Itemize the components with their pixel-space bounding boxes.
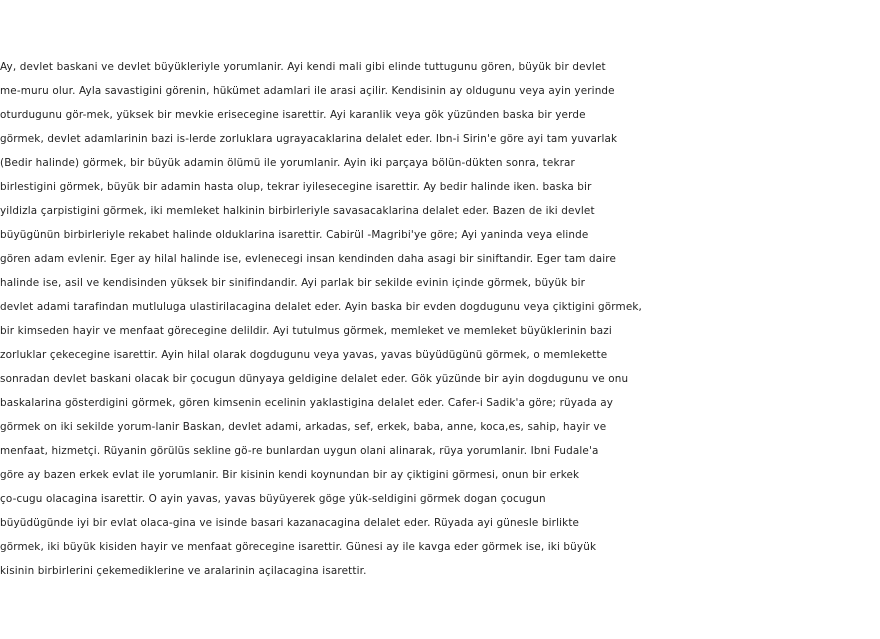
text-line: halinde ise, asil ve kendisinden yüksek bir sinifindandir. Ayi parlak bir sekilde evinin içinde görmek, büyük bir [0,277,586,289]
text-line: kisinin birbirlerini çekemediklerine ve aralarinin açilacagina isarettir. [0,565,367,577]
text-line: görmek, devlet adamlarinin bazi is-lerde zorluklara ugrayacaklarina delalet eder. Ibn-i Sirin'e göre ayi tam yuvarlak [0,133,618,145]
text-line: oturdugunu gör-mek, yüksek bir mevkie erisecegine isarettir. Ayi karanlik veya gök yüzünden baska bir yerde [0,109,586,121]
text-line: zorluklar çekecegine isarettir. Ayin hilal olarak dogdugunu veya yavas, yavas büyüdügünü görmek, o memlekette [0,349,608,361]
text-line: Ay, devlet baskani ve devlet büyükleriyle yorumlanir. Ayi kendi mali gibi elinde tuttugunu gören, büyük bir devlet [0,61,606,73]
text-line: sonradan devlet baskani olacak bir çocugun dünyaya geldigine delalet eder. Gök yüzünde bir ayin dogdugunu ve onu [0,373,629,385]
text-line: gören adam evlenir. Eger ay hilal halinde ise, evlenecegi insan kendinden daha asagi bir siniftandir. Eger tam daire [0,253,616,265]
text-line: yildizla çarpistigini görmek, iki memleket halkinin birbirleriyle savasacaklarina delalet eder. Bazen de iki devlet [0,205,595,217]
text-line: devlet adami tarafindan mutluluga ulastirilacagina delalet eder. Ayin baska bir evden dogdugunu veya çiktigini görmek, [0,301,642,313]
text-line: görmek on iki sekilde yorum-lanir Baskan, devlet adami, arkadas, sef, erkek, baba, anne, koca,es, sahip, hayir ve [0,421,607,433]
text-line: görmek, iki büyük kisiden hayir ve menfaat görecegine isarettir. Günesi ay ile kavga eder görmek ise, iki büyük [0,541,597,553]
text-line: bir kimseden hayir ve menfaat görecegine delildir. Ayi tutulmus görmek, memleket ve memleket büyüklerinin bazi [0,325,612,337]
text-line: göre ay bazen erkek evlat ile yorumlanir. Bir kisinin kendi koynundan bir ay çiktigini görmesi, onun bir erkek [0,469,580,481]
text-line: büyügünün birbirleriyle rekabet halinde olduklarina isarettir. Cabirül -Magribi'ye göre; Ayi yaninda veya elinde [0,229,589,241]
text-line: birlestigini görmek, büyük bir adamin hasta olup, tekrar iyilesecegine isarettir. Ay bedir halinde iken. baska bir [0,181,592,193]
text-line: (Bedir halinde) görmek, bir büyük adamin ölümü ile yorumlanir. Ayin iki parçaya bölün-dükten sonra, tekrar [0,157,575,169]
text-line: menfaat, hizmetçi. Rüyanin görülüs sekline gö-re bunlardan uygun olani alinarak, rüya yorumlanir. Ibni Fudale'a [0,445,599,457]
text-line: ço-cugu olacagina isarettir. O ayin yavas, yavas büyüyerek göge yük-seldigini görmek dogan çocugun [0,493,546,505]
text-line: büyüdügünde iyi bir evlat olaca-gina ve isinde basari kazanacagina delalet eder. Rüyada ayi günesle birlikte [0,517,580,529]
text-line: baskalarina gösterdigini görmek, gören kimsenin ecelinin yaklastigina delalet eder. Cafer-i Sadik'a göre; rüyada ay [0,397,614,409]
dream-interpretation-text [0,55,880,583]
text-line: me-muru olur. Ayla savastigini görenin, hükümet adamlari ile arasi açilir. Kendisinin ay oldugunu veya ayin yerinde [0,85,615,97]
